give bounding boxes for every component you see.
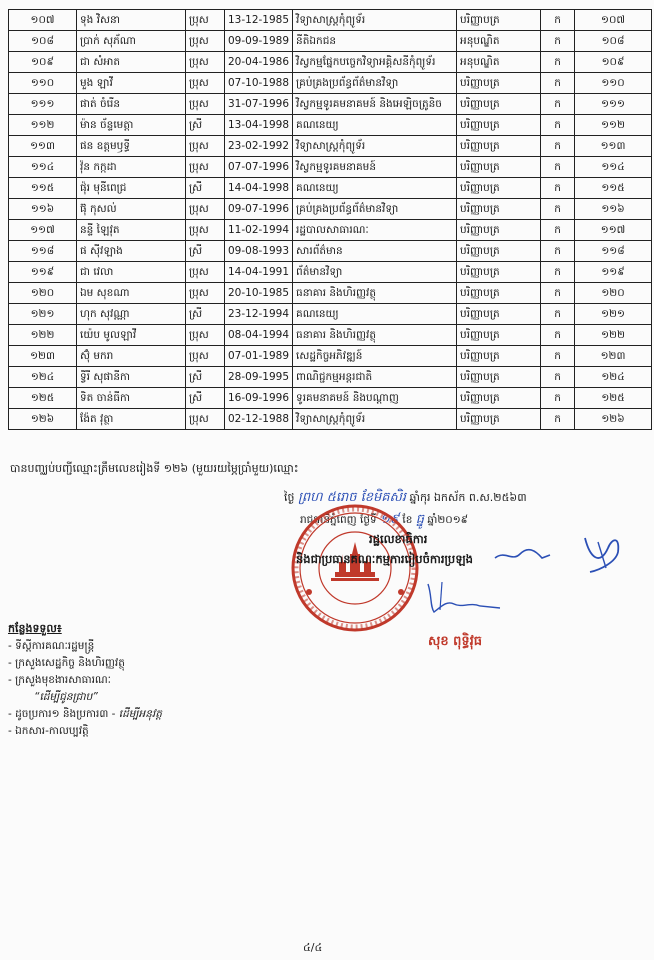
cell-name: ជា វេលា [77, 262, 186, 283]
cell-dob: 09-09-1989 [225, 31, 293, 52]
cell-seq: ១០៨ [575, 31, 652, 52]
cell-major: សេដ្ឋកិច្ចអភិវឌ្ឍន៍ [293, 346, 457, 367]
cell-grade: ក [541, 31, 575, 52]
cell-grade: ក [541, 325, 575, 346]
cell-grade: ក [541, 157, 575, 178]
cell-dob: 08-04-1994 [225, 325, 293, 346]
cell-grade: ក [541, 136, 575, 157]
cell-major: គណនេយ្យ [293, 178, 457, 199]
cell-name: ង៉ែត វុត្ថា [77, 409, 186, 430]
cell-seq: ១០៩ [575, 52, 652, 73]
cell-sex: ប្រុស [186, 73, 225, 94]
cell-seq: ១២០ [575, 283, 652, 304]
cell-degree: បរិញ្ញាបត្រ [457, 157, 541, 178]
cell-seq: ១១៩ [575, 262, 652, 283]
table-row [9, 136, 652, 157]
recipient-item [8, 640, 94, 655]
summary-line: បានបញ្ឈប់បញ្ជីឈ្មោះត្រឹមលេខរៀងទី ១២៦ (មួយរយម្ភៃប្រាំមួយ)ឈ្មោះ [10, 462, 299, 475]
cell-dob: 14-04-1998 [225, 178, 293, 199]
cell-sex: ប្រុស [186, 31, 225, 52]
cell-seq: ១១៥ [575, 178, 652, 199]
cell-idx: ១២០ [9, 283, 77, 304]
cell-degree: អនុបណ្ឌិត [457, 31, 541, 52]
recipient-text: - ឯកសារ-កាលប្បវត្តិ [8, 725, 89, 737]
cell-dob: 11-02-1994 [225, 220, 293, 241]
recipient-text: - ដូចប្រការ១ និងប្រការ៣ - [8, 708, 119, 720]
recipient-item [8, 657, 125, 672]
cell-name: ឯម សុខណា [77, 283, 186, 304]
cell-seq: ១២៣ [575, 346, 652, 367]
cell-name: ប្រាក់ សុភ័ណា [77, 31, 186, 52]
candidate-table [8, 9, 652, 430]
cell-sex: ប្រុស [186, 325, 225, 346]
cell-name: ហុក សុវណ្ណា [77, 304, 186, 325]
cell-major: ធនាគារ និងហិរញ្ញវត្ថុ [293, 325, 457, 346]
cell-name: វ៉ុន កក្កដា [77, 157, 186, 178]
table-row [9, 52, 652, 73]
cell-major: វិស្វកម្មទូរគមនាគមន៍ និងអេឡិចត្រូនិច [293, 94, 457, 115]
cell-dob: 20-10-1985 [225, 283, 293, 304]
cell-major: ទូរគមនាគមន៍ និងបណ្តាញ [293, 388, 457, 409]
table-row [9, 325, 652, 346]
cell-grade: ក [541, 241, 575, 262]
cell-idx: ១០៨ [9, 31, 77, 52]
cell-idx: ១០៧ [9, 10, 77, 31]
cell-dob: 28-09-1995 [225, 367, 293, 388]
cell-major: វិស្វកម្មទូរគមនាគមន៍ [293, 157, 457, 178]
handwritten-signature [490, 528, 630, 578]
cell-degree: បរិញ្ញាបត្រ [457, 199, 541, 220]
cell-degree: បរិញ្ញាបត្រ [457, 388, 541, 409]
cell-dob: 13-04-1998 [225, 115, 293, 136]
cell-degree: បរិញ្ញាបត្រ [457, 262, 541, 283]
cell-name: ម៉ាន ច័ន្ទមេត្តា [77, 115, 186, 136]
cell-idx: ១០៩ [9, 52, 77, 73]
place-date-line: រាជធានីភ្នំពេញ ថ្ងៃទី ១៩ ខែ ធ្នូ ឆ្នាំ២០១៩ [300, 512, 469, 527]
cell-seq: ១១៣ [575, 136, 652, 157]
cell-grade: ក [541, 367, 575, 388]
cell-degree: បរិញ្ញាបត្រ [457, 346, 541, 367]
cell-major: រដ្ឋបាលសាធារណៈ [293, 220, 457, 241]
cell-sex: ប្រុស [186, 136, 225, 157]
cell-sex: ស្រី [186, 304, 225, 325]
cell-major: នីតិឯកជន [293, 31, 457, 52]
cell-seq: ១១៨ [575, 241, 652, 262]
cell-dob: 07-07-1996 [225, 157, 293, 178]
cell-name: ផាត់ ចំរើន [77, 94, 186, 115]
committee-title: និងជាប្រធានគណៈកម្មការរៀបចំការប្រឡង [296, 552, 473, 566]
cell-idx: ១១៨ [9, 241, 77, 262]
table-row [9, 262, 652, 283]
cell-name: នន្ទី ឡៃវុត [77, 220, 186, 241]
cell-dob: 02-12-1988 [225, 409, 293, 430]
cell-idx: ១១៦ [9, 199, 77, 220]
page-number: ៤/៤ [303, 941, 323, 954]
cell-dob: 23-02-1992 [225, 136, 293, 157]
cell-seq: ១១៦ [575, 199, 652, 220]
cell-seq: ១១១ [575, 94, 652, 115]
table-row [9, 31, 652, 52]
cell-idx: ១២៤ [9, 367, 77, 388]
cell-dob: 31-07-1996 [225, 94, 293, 115]
cell-dob: 13-12-1985 [225, 10, 293, 31]
cell-major: ពាណិជ្ជកម្មអន្តរជាតិ [293, 367, 457, 388]
cell-dob: 14-04-1991 [225, 262, 293, 283]
cell-idx: ១១៣ [9, 136, 77, 157]
table-row [9, 304, 652, 325]
handwritten-signature-secondary [420, 578, 510, 618]
cell-grade: ក [541, 388, 575, 409]
recipient-note: “ដើម្បីជូនជ្រាប” [34, 691, 98, 703]
cell-seq: ១២៤ [575, 367, 652, 388]
cell-dob: 09-07-1996 [225, 199, 293, 220]
cell-name: ទិត ចាន់ធីកា [77, 388, 186, 409]
cell-grade: ក [541, 283, 575, 304]
table-row [9, 94, 652, 115]
cell-idx: ១១៥ [9, 178, 77, 199]
cell-idx: ១១៩ [9, 262, 77, 283]
lunar-date-line: ថ្ងៃ ព្រហ ៥រោច ខែមិគសិរ ឆ្នាំកុរ ឯកស័ក ព.ស.២៥៦៣ [284, 490, 527, 505]
cell-idx: ១១២ [9, 115, 77, 136]
cell-major: ធនាគារ និងហិរញ្ញវត្ថុ [293, 283, 457, 304]
table-row [9, 367, 652, 388]
cell-name: ផ៉ុរ មុនីពេជ្រ [77, 178, 186, 199]
cell-grade: ក [541, 94, 575, 115]
cell-grade: ក [541, 178, 575, 199]
cell-degree: បរិញ្ញាបត្រ [457, 136, 541, 157]
cell-degree: បរិញ្ញាបត្រ [457, 409, 541, 430]
cell-dob: 23-12-1994 [225, 304, 293, 325]
cell-degree: អនុបណ្ឌិត [457, 52, 541, 73]
cell-sex: ស្រី [186, 115, 225, 136]
cell-degree: បរិញ្ញាបត្រ [457, 73, 541, 94]
cell-degree: បរិញ្ញាបត្រ [457, 325, 541, 346]
cell-dob: 07-10-1988 [225, 73, 293, 94]
cell-sex: ស្រី [186, 178, 225, 199]
cell-seq: ១១៧ [575, 220, 652, 241]
cell-degree: បរិញ្ញាបត្រ [457, 10, 541, 31]
recipients-title: កន្លែងទទួល៖ [8, 622, 62, 635]
cell-sex: ប្រុស [186, 262, 225, 283]
cell-seq: ១២៥ [575, 388, 652, 409]
cell-major: ព័ត៌មានវិទ្យា [293, 262, 457, 283]
table-row [9, 388, 652, 409]
cell-name: ផន ឧត្តមឫទ្ធី [77, 136, 186, 157]
cell-name: ជា សំអាត [77, 52, 186, 73]
table-row [9, 241, 652, 262]
cell-major: គណនេយ្យ [293, 304, 457, 325]
cell-grade: ក [541, 409, 575, 430]
recipient-text: - ទីស្តីការគណៈរដ្ឋមន្ត្រី [8, 640, 95, 652]
recipient-item [8, 725, 89, 740]
cell-seq: ១១២ [575, 115, 652, 136]
cell-sex: ប្រុស [186, 220, 225, 241]
cell-dob: 07-01-1989 [225, 346, 293, 367]
cell-grade: ក [541, 52, 575, 73]
cell-degree: បរិញ្ញាបត្រ [457, 115, 541, 136]
cell-seq: ១២១ [575, 304, 652, 325]
cell-sex: ប្រុស [186, 283, 225, 304]
cell-sex: ប្រុស [186, 346, 225, 367]
cell-degree: បរិញ្ញាបត្រ [457, 178, 541, 199]
cell-grade: ក [541, 115, 575, 136]
cell-grade: ក [541, 304, 575, 325]
table-row [9, 73, 652, 94]
cell-idx: ១២២ [9, 325, 77, 346]
table-row [9, 10, 652, 31]
cell-major: វិស្វកម្មផ្នែកបច្ចេកវិទ្យាអគ្គិសនីកុំព្យូទ័រ [293, 52, 457, 73]
cell-sex: ស្រី [186, 367, 225, 388]
table-row [9, 220, 652, 241]
cell-dob: 09-08-1993 [225, 241, 293, 262]
signer-title: រដ្ឋលេខាធិការ [369, 532, 428, 546]
cell-degree: បរិញ្ញាបត្រ [457, 367, 541, 388]
cell-sex: ស្រី [186, 241, 225, 262]
cell-degree: បរិញ្ញាបត្រ [457, 94, 541, 115]
cell-sex: ស្រី [186, 388, 225, 409]
recipient-note: ដើម្បីអនុវត្ត [118, 708, 162, 720]
table-row [9, 157, 652, 178]
table-row [9, 115, 652, 136]
cell-seq: ១២២ [575, 325, 652, 346]
cell-idx: ១២៦ [9, 409, 77, 430]
cell-idx: ១១១ [9, 94, 77, 115]
cell-major: គ្រប់គ្រងប្រព័ន្ធព័ត៌មានវិទ្យា [293, 73, 457, 94]
cell-major: វិទ្យាសាស្ត្រកុំព្យូទ័រ [293, 10, 457, 31]
recipient-text: - ក្រសួងសេដ្ឋកិច្ច និងហិរញ្ញវត្ថុ [8, 657, 125, 669]
cell-major: វិទ្យាសាស្ត្រកុំព្យូទ័រ [293, 409, 457, 430]
cell-degree: បរិញ្ញាបត្រ [457, 241, 541, 262]
cell-sex: ប្រុស [186, 94, 225, 115]
cell-seq: ១២៦ [575, 409, 652, 430]
cell-name: មួង ឡាវី [77, 73, 186, 94]
cell-grade: ក [541, 262, 575, 283]
cell-grade: ក [541, 346, 575, 367]
cell-major: គណនេយ្យ [293, 115, 457, 136]
cell-grade: ក [541, 10, 575, 31]
cell-major: គ្រប់គ្រងប្រព័ន្ធព័ត៌មានវិទ្យា [293, 199, 457, 220]
recipient-item [8, 708, 162, 723]
signer-name: សុខ ពុទ្ធិវុធ [428, 634, 483, 649]
cell-grade: ក [541, 220, 575, 241]
cell-sex: ប្រុស [186, 199, 225, 220]
cell-name: ផ៊ុ កុសល់ [77, 199, 186, 220]
cell-name: ស៊ុំ មករា [77, 346, 186, 367]
table-row [9, 199, 652, 220]
recipient-item [34, 691, 98, 706]
cell-idx: ១២១ [9, 304, 77, 325]
cell-seq: ១១៤ [575, 157, 652, 178]
cell-idx: ១១០ [9, 73, 77, 94]
table-row [9, 283, 652, 304]
cell-name: យ៉េប មូលឡាវី [77, 325, 186, 346]
cell-sex: ប្រុស [186, 157, 225, 178]
cell-grade: ក [541, 73, 575, 94]
cell-idx: ១២៣ [9, 346, 77, 367]
cell-idx: ១១៤ [9, 157, 77, 178]
recipient-item [8, 674, 111, 689]
cell-name: ទ្វីរី សុផានីកា [77, 367, 186, 388]
cell-seq: ១០៧ [575, 10, 652, 31]
recipient-text: - ក្រសួងមុខងារសាធារណៈ [8, 674, 111, 686]
cell-degree: បរិញ្ញាបត្រ [457, 220, 541, 241]
cell-sex: ប្រុស [186, 10, 225, 31]
cell-seq: ១១០ [575, 73, 652, 94]
cell-idx: ១២៥ [9, 388, 77, 409]
cell-dob: 20-04-1986 [225, 52, 293, 73]
cell-dob: 16-09-1996 [225, 388, 293, 409]
cell-sex: ប្រុស [186, 409, 225, 430]
cell-name: ទុង វិសនា [77, 10, 186, 31]
cell-name: ផ ស៊ីវឡាង [77, 241, 186, 262]
cell-grade: ក [541, 199, 575, 220]
cell-idx: ១១៧ [9, 220, 77, 241]
table-row [9, 409, 652, 430]
cell-major: វិទ្យាសាស្ត្រកុំព្យូទ័រ [293, 136, 457, 157]
table-row [9, 346, 652, 367]
cell-major: សារព័ត៌មាន [293, 241, 457, 262]
cell-degree: បរិញ្ញាបត្រ [457, 304, 541, 325]
cell-sex: ប្រុស [186, 52, 225, 73]
cell-degree: បរិញ្ញាបត្រ [457, 283, 541, 304]
table-row [9, 178, 652, 199]
